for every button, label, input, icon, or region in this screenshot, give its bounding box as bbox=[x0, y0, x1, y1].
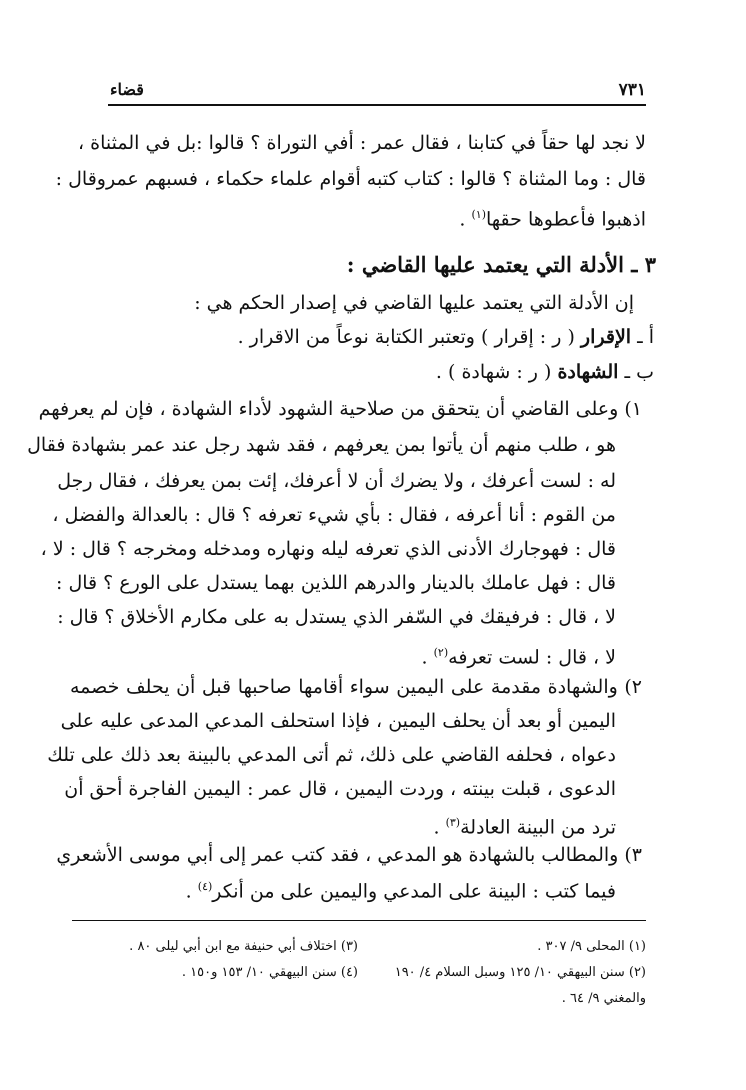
footnote-ref-4: (٤) bbox=[197, 880, 213, 893]
footnote-2: (٢) سنن البيهقي ١٠/ ١٢٥ وسبل السلام ٤/ ١٩٠ bbox=[394, 965, 646, 980]
section-heading: ٣ ـ الأدلة التي يعتمد عليها القاضي : bbox=[346, 252, 656, 277]
running-title: قضاء bbox=[110, 80, 144, 99]
point-2-line-2: اليمين أو بعد أن يحلف اليمين ، فإذا استحلف المدعي المدعى عليه على bbox=[60, 710, 616, 732]
intro-line-3: اذهبوا فأعطوها حقها$^{(١)}$ . bbox=[459, 208, 646, 231]
footnote-rule bbox=[72, 920, 646, 921]
point-2-line-3: دعواه ، فحلفه القاضي على ذلك، ثم أتى المدعي بالبينة بعد ذلك على تلك bbox=[47, 744, 616, 766]
footnote-ref-2: (٢) bbox=[433, 646, 449, 659]
header-rule bbox=[108, 104, 646, 106]
point-1-line-4: من القوم : أنا أعرفه ، فقال : بأي شيء تعرفه ؟ قال : بالعدالة والفضل ، bbox=[52, 504, 616, 526]
point-1-line-2: هو ، طلب منهم أن يأتوا بمن يعرفهم ، فقد شهد رجل عند عمر بشهادة فقال bbox=[27, 434, 616, 456]
point-3-line-1: ٣) والمطالب بالشهادة هو المدعي ، فقد كتب عمر إلى أبي موسى الأشعري bbox=[56, 844, 642, 866]
point-1-line-6: قال : فهل عاملك بالدينار والدرهم اللذين بهما يستدل على الورع ؟ قال : bbox=[56, 572, 616, 594]
point-2-line-4: الدعوى ، قبلت بينته ، وردت اليمين ، قال عمر : اليمين الفاجرة أحق أن bbox=[64, 778, 616, 800]
page-number: ٧٣١ bbox=[618, 80, 646, 100]
footnote-4: (٤) سنن البيهقي ١٠/ ١٥٣ و١٥٠ . bbox=[181, 965, 358, 980]
point-1-line-5: قال : فهوجارك الأدنى الذي تعرفه ليله ونهاره ومدخله ومخرجه ؟ قال : لا ، bbox=[40, 538, 616, 560]
footnote-3: (٣) اختلاف أبي حنيفة مع ابن أبي ليلى ٨٠ . bbox=[129, 939, 358, 954]
intro-line-2: قال : وما المثناة ؟ قالوا : كتاب كتبه أقوام علماء حكماء ، فسبهم عمروقال : bbox=[55, 168, 646, 190]
section-intro: إن الأدلة التي يعتمد عليها القاضي في إصدار الحكم هي : bbox=[194, 292, 634, 314]
list-item-a: أ ـ الإقرار ( ر : إقرار ) وتعتبر الكتابة نوعاً من الاقرار . bbox=[237, 326, 654, 348]
list-item-b: ب ـ الشهادة ( ر : شهادة ) . bbox=[435, 361, 654, 383]
footnote-ref-1: (١) bbox=[471, 208, 486, 221]
footnote-2-cont: والمغني ٩/ ٦٤ . bbox=[561, 991, 646, 1006]
item-b-label: الشهادة bbox=[557, 361, 619, 383]
footnote-ref-3: (٣) bbox=[445, 816, 461, 829]
point-3-line-2: فيما كتب : البينة على المدعي واليمين على من أنكر$^{(٤)}$ . bbox=[185, 880, 616, 903]
point-1-line-7: لا ، قال : فرفيقك في السّفر الذي يستدل به على مكارم الأخلاق ؟ قال : bbox=[57, 606, 616, 628]
point-2-line-1: ٢) والشهادة مقدمة على اليمين سواء أقامها صاحبها قبل أن يحلف خصمه bbox=[70, 676, 642, 698]
intro-line-1: لا نجد لها حقاً في كتابنا ، فقال عمر : أفي التوراة ؟ قالوا :بل في المثناة ، bbox=[78, 132, 646, 154]
footnote-1: (١) المحلى ٩/ ٣٠٧ . bbox=[537, 939, 646, 954]
point-1-line-3: له : لست أعرفك ، ولا يضرك أن لا أعرفك، إئت بمن يعرفك ، فقال رجل bbox=[57, 470, 616, 492]
point-1-line-1: ١) وعلى القاضي أن يتحقق من صلاحية الشهود لأداء الشهادة ، فإن لم يعرفهم bbox=[38, 398, 642, 420]
point-1-line-8: لا ، قال : لست تعرفه$^{(٢)}$ . bbox=[421, 646, 616, 669]
item-a-label: الإقرار bbox=[580, 326, 632, 348]
point-2-line-5: ترد من البينة العادلة$^{(٣)}$ . bbox=[433, 816, 616, 839]
